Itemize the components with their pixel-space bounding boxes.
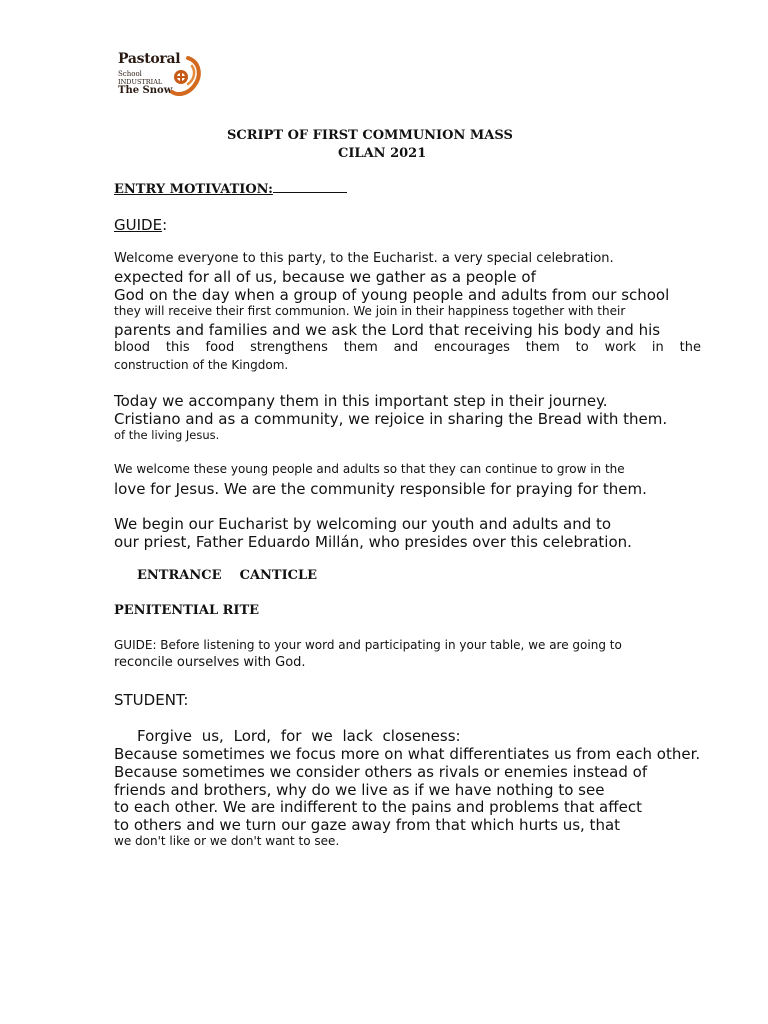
- guide-label-text: GUIDE: [114, 216, 163, 234]
- student-line5: to each other. We are indifferent to the pains and problems that affect: [114, 798, 642, 816]
- penitential-rite-heading: PENITENTIAL RITE: [114, 603, 260, 618]
- guide-label: [114, 216, 167, 234]
- entry-p1-line4: they will receive their first communion. We join in their happiness together with their: [114, 304, 626, 318]
- entry-p4-line2: our priest, Father Eduardo Millán, who presides over this celebration.: [114, 533, 632, 551]
- entrance-canticle-heading: ENTRANCE CANTICLE: [137, 568, 318, 583]
- entry-p1-line6: blood this food strengthens them and encourages them to work in the: [114, 340, 701, 355]
- entry-p2-line3: of the living Jesus.: [114, 428, 220, 442]
- entry-p1-line3: God on the day when a group of young people and adults from our school: [114, 286, 670, 304]
- guide-label-colon: :: [162, 216, 168, 234]
- entry-p2-line1: Today we accompany them in this important step in their journey.: [114, 392, 608, 410]
- heart-emblem-icon: [166, 54, 204, 98]
- student-line1: Forgive us, Lord, for we lack closeness:: [137, 727, 461, 745]
- entry-p1-line2: expected for all of us, because we gather as a people of: [114, 268, 536, 286]
- entry-heading-text: ENTRY MOTIVATION:: [114, 182, 273, 197]
- entry-p2-line2: Cristiano and as a community, we rejoice in sharing the Bread with them.: [114, 410, 668, 428]
- student-line4: friends and brothers, why do we live as if we have nothing to see: [114, 781, 605, 799]
- school-logo: [116, 48, 208, 100]
- penitential-guide-line1: GUIDE: Before listening to your word and participating in your table, we are going to: [114, 638, 622, 652]
- logo-text-pastoral: Pastoral: [118, 51, 181, 67]
- entry-p3-line2: love for Jesus. We are the community responsible for praying for them.: [114, 480, 647, 498]
- entry-p4-line1: We begin our Eucharist by welcoming our youth and adults and to: [114, 515, 612, 533]
- entry-p1-line1: Welcome everyone to this party, to the Eucharist. a very special celebration.: [114, 251, 614, 266]
- logo-text-school: School: [118, 70, 142, 78]
- logo-text-snow: The Snow: [118, 85, 173, 96]
- logo-text-industrial: INDUSTRIAL: [118, 78, 163, 86]
- student-line7: we don't like or we don't want to see.: [114, 834, 340, 848]
- entry-heading-underline: [273, 181, 347, 193]
- document-subtitle: CILAN 2021: [338, 146, 427, 161]
- student-line2: Because sometimes we focus more on what differentiates us from each other.: [114, 745, 701, 763]
- student-line3: Because sometimes we consider others as rivals or enemies instead of: [114, 763, 648, 781]
- student-line6: to others and we turn our gaze away from that which hurts us, that: [114, 816, 621, 834]
- document-title: SCRIPT OF FIRST COMMUNION MASS: [227, 128, 513, 143]
- penitential-guide-line2: reconcile ourselves with God.: [114, 655, 306, 670]
- section-heading-entry: [114, 181, 347, 197]
- student-label: STUDENT:: [114, 691, 189, 709]
- entry-p3-line1: We welcome these young people and adults so that they can continue to grow in the: [114, 462, 625, 476]
- entry-p1-line7: construction of the Kingdom.: [114, 358, 289, 372]
- entry-p1-line5: parents and families and we ask the Lord that receiving his body and his: [114, 321, 661, 339]
